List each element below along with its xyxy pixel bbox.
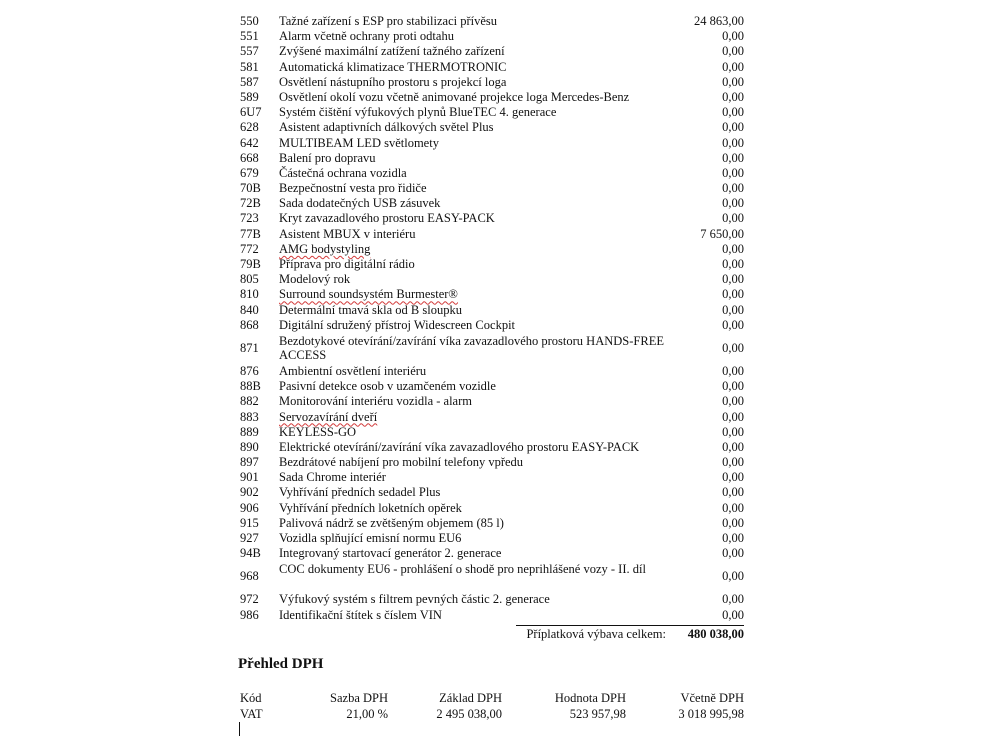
- list-item: [238, 592, 744, 607]
- item-description: Sada Chrome interiér: [279, 470, 386, 485]
- item-description: Sada dodatečných USB zásuvek: [279, 196, 441, 211]
- list-item: [238, 470, 744, 485]
- list-item: [238, 410, 744, 425]
- item-code: 77B: [240, 226, 261, 241]
- item-price: 0,00: [722, 196, 744, 211]
- item-code: 79B: [240, 257, 261, 271]
- item-code: 557: [240, 44, 259, 59]
- list-item: [238, 516, 744, 531]
- item-description: Vozidla splňující emisní normu EU6: [279, 531, 462, 545]
- item-description: Balení pro dopravu: [279, 150, 376, 165]
- list-item: [238, 14, 744, 29]
- total-label: Příplatková výbava celkem:: [526, 627, 666, 641]
- list-item: [238, 394, 744, 409]
- list-item: [238, 120, 744, 135]
- item-description: Osvětlení okolí vozu včetně animované projekce loga Mercedes-Benz: [279, 89, 630, 104]
- list-item: [238, 196, 744, 211]
- list-item: [238, 105, 744, 120]
- list-item: [238, 287, 744, 302]
- item-price: 0,00: [722, 569, 744, 584]
- equipment-list: [238, 14, 744, 623]
- item-code: 805: [240, 272, 259, 287]
- item-description: Alarm včetně ochrany proti odtahu: [279, 29, 454, 44]
- item-code: 882: [240, 394, 259, 409]
- vat-amount: 523 957,98: [569, 707, 626, 721]
- list-item: [238, 440, 744, 455]
- item-code: 551: [240, 29, 259, 44]
- item-price: 0,00: [722, 165, 744, 180]
- list-item: [238, 90, 744, 105]
- vat-rate: 21,00 %: [346, 707, 388, 721]
- item-description: Identifikační štítek s číslem VIN: [279, 607, 442, 622]
- item-description: Palivová nádrž se zvětšeným objemem (85 l): [279, 515, 504, 530]
- item-price: 0,00: [722, 272, 744, 287]
- item-description: AMG bodystyling: [279, 241, 371, 256]
- list-item: [238, 151, 744, 166]
- item-code: 581: [240, 59, 259, 74]
- vat-code: VAT: [240, 707, 263, 721]
- list-item: [238, 379, 744, 394]
- item-code: 902: [240, 485, 259, 500]
- item-code: 723: [240, 211, 259, 226]
- item-description: Ambientní osvětlení interiéru: [279, 363, 427, 378]
- item-code: 915: [240, 515, 259, 530]
- item-description: Zvýšené maximální zatížení tažného zařízení: [279, 44, 505, 59]
- item-price: 7 650,00: [700, 226, 744, 241]
- item-code: 901: [240, 470, 259, 485]
- list-item: [238, 561, 744, 592]
- item-price: 0,00: [722, 241, 744, 256]
- list-item: [238, 318, 744, 333]
- item-price: 0,00: [722, 394, 744, 409]
- item-description: Bezdotykové otevírání/zavírání víka zavazadlového prostoru HANDS-FREE ACCESS: [279, 333, 664, 363]
- item-code: 589: [240, 89, 259, 104]
- item-price: 0,00: [722, 150, 744, 165]
- item-code: 986: [240, 607, 259, 622]
- item-price: 0,00: [722, 340, 744, 355]
- item-code: 927: [240, 531, 259, 545]
- item-price: 0,00: [722, 500, 744, 515]
- item-description: Pasivní detekce osob v uzamčeném vozidle: [279, 379, 496, 394]
- item-price: 0,00: [722, 485, 744, 500]
- item-description: Částečná ochrana vozidla: [279, 165, 407, 180]
- item-price: 0,00: [722, 379, 744, 394]
- vat-header-code: Kód: [240, 691, 262, 705]
- item-code: 94B: [240, 546, 261, 561]
- item-price: 0,00: [722, 546, 744, 561]
- item-code: 550: [240, 14, 259, 28]
- item-price: 0,00: [722, 409, 744, 424]
- item-code: 883: [240, 409, 259, 424]
- item-price: 0,00: [722, 302, 744, 317]
- item-code: 889: [240, 424, 259, 439]
- item-description: Bezpečnostní vesta pro řidiče: [279, 181, 427, 196]
- item-price: 0,00: [722, 515, 744, 530]
- item-price: 0,00: [722, 455, 744, 470]
- list-item: [238, 501, 744, 516]
- item-price: 0,00: [722, 135, 744, 150]
- item-code: 668: [240, 150, 259, 165]
- vat-table: [238, 690, 744, 722]
- list-item: [238, 364, 744, 379]
- item-description: Vyhřívání předních loketních opěrek: [279, 500, 462, 515]
- list-item: [238, 60, 744, 75]
- vat-header-row: [238, 690, 744, 706]
- list-item: [238, 425, 744, 440]
- list-item: [238, 303, 744, 318]
- item-description: Digitální sdružený přístroj Widescreen Cockpit: [279, 317, 516, 332]
- vat-row: [238, 706, 744, 722]
- item-code: 871: [240, 340, 259, 355]
- list-item: [238, 166, 744, 181]
- item-code: 587: [240, 74, 259, 89]
- list-item: [238, 455, 744, 470]
- item-price: 0,00: [722, 607, 744, 622]
- list-item: [238, 29, 744, 44]
- item-code: 897: [240, 455, 259, 470]
- item-price: 0,00: [722, 74, 744, 89]
- item-price: 0,00: [722, 120, 744, 135]
- item-price: 0,00: [722, 211, 744, 226]
- item-description: Elektrické otevírání/zavírání víka zavazadlového prostoru EASY-PACK: [279, 439, 640, 454]
- item-price: 0,00: [722, 44, 744, 59]
- item-description: Výfukový systém s filtrem pevných částic 2. generace: [279, 592, 550, 607]
- item-code: 810: [240, 287, 259, 302]
- item-description: Osvětlení nástupního prostoru s projekcí loga: [279, 74, 507, 89]
- item-description: Monitorování interiéru vozidla - alarm: [279, 394, 472, 409]
- item-price: 0,00: [722, 29, 744, 44]
- item-description: Tažné zařízení s ESP pro stabilizaci přívěsu: [279, 14, 498, 28]
- item-description: KEYLESS-GO: [279, 424, 357, 439]
- item-price: 0,00: [722, 439, 744, 454]
- vat-section-title: Přehled DPH: [238, 656, 324, 672]
- list-item: [238, 546, 744, 561]
- total-row: [238, 625, 744, 641]
- list-item: [238, 211, 744, 226]
- vat-header-base: Základ DPH: [439, 691, 502, 705]
- list-item: [238, 181, 744, 196]
- item-description: Automatická klimatizace THERMOTRONIC: [279, 59, 507, 74]
- item-price: 0,00: [722, 181, 744, 196]
- item-description: Bezdrátové nabíjení pro mobilní telefony vpředu: [279, 455, 524, 470]
- list-item: [238, 44, 744, 59]
- item-code: 772: [240, 241, 259, 256]
- vat-base: 2 495 038,00: [436, 707, 502, 721]
- item-description: Asistent MBUX v interiéru: [279, 226, 416, 241]
- item-code: 628: [240, 120, 259, 135]
- item-code: 890: [240, 439, 259, 454]
- vat-header-rate: Sazba DPH: [330, 691, 388, 705]
- item-description: Asistent adaptivních dálkových světel Plus: [279, 120, 494, 135]
- item-price: 0,00: [722, 287, 744, 302]
- item-price: 0,00: [722, 105, 744, 120]
- list-item: [238, 333, 744, 364]
- item-code: 88B: [240, 379, 261, 394]
- item-description: Surround soundsystém Burmester®: [279, 287, 458, 302]
- item-code: 70B: [240, 181, 261, 196]
- list-item: [238, 75, 744, 90]
- list-item: [238, 242, 744, 257]
- item-description: Determální tmavá skla od B sloupku: [279, 302, 462, 317]
- item-price: 0,00: [722, 89, 744, 104]
- item-price: 0,00: [722, 592, 744, 607]
- total-value: 480 038,00: [687, 627, 744, 641]
- list-item: [238, 531, 744, 546]
- item-description: COC dokumenty EU6 - prohlášení o shodě pro neprihlášené vozy - II. díl: [279, 562, 646, 577]
- item-price: 0,00: [722, 317, 744, 332]
- item-price: 0,00: [722, 363, 744, 378]
- item-code: 868: [240, 317, 259, 332]
- item-code: 72B: [240, 196, 261, 211]
- item-description: MULTIBEAM LED světlomety: [279, 135, 439, 150]
- item-code: 906: [240, 500, 259, 515]
- vat-header-total: Včetně DPH: [680, 691, 744, 705]
- item-code: 972: [240, 592, 259, 607]
- list-item: [238, 485, 744, 500]
- item-description: Kryt zavazadlového prostoru EASY-PACK: [279, 211, 495, 226]
- list-item: [238, 272, 744, 287]
- vat-total: 3 018 995,98: [678, 707, 744, 721]
- list-item: [238, 227, 744, 242]
- item-price: 0,00: [722, 424, 744, 439]
- list-item: [238, 136, 744, 151]
- item-price: 24 863,00: [694, 14, 744, 28]
- item-price: 0,00: [722, 531, 744, 545]
- item-description: Vyhřívání předních sedadel Plus: [279, 485, 441, 500]
- list-item: [238, 608, 744, 623]
- item-price: 0,00: [722, 257, 744, 271]
- item-description: Příprava pro digitální rádio: [279, 257, 415, 271]
- item-code: 876: [240, 363, 259, 378]
- item-code: 679: [240, 165, 259, 180]
- item-description: Systém čištění výfukových plynů BlueTEC 4. generace: [279, 105, 557, 120]
- item-description: Modelový rok: [279, 272, 351, 287]
- list-item: [238, 257, 744, 272]
- item-code: 840: [240, 302, 259, 317]
- vat-header-amount: Hodnota DPH: [554, 691, 626, 705]
- item-price: 0,00: [722, 59, 744, 74]
- item-code: 6U7: [240, 105, 262, 120]
- item-price: 0,00: [722, 470, 744, 485]
- item-description: Servozavírání dveří: [279, 409, 378, 424]
- text-cursor[interactable]: [239, 722, 240, 736]
- item-code: 642: [240, 135, 259, 150]
- item-code: 968: [240, 569, 259, 584]
- item-description: Integrovaný startovací generátor 2. generace: [279, 546, 502, 561]
